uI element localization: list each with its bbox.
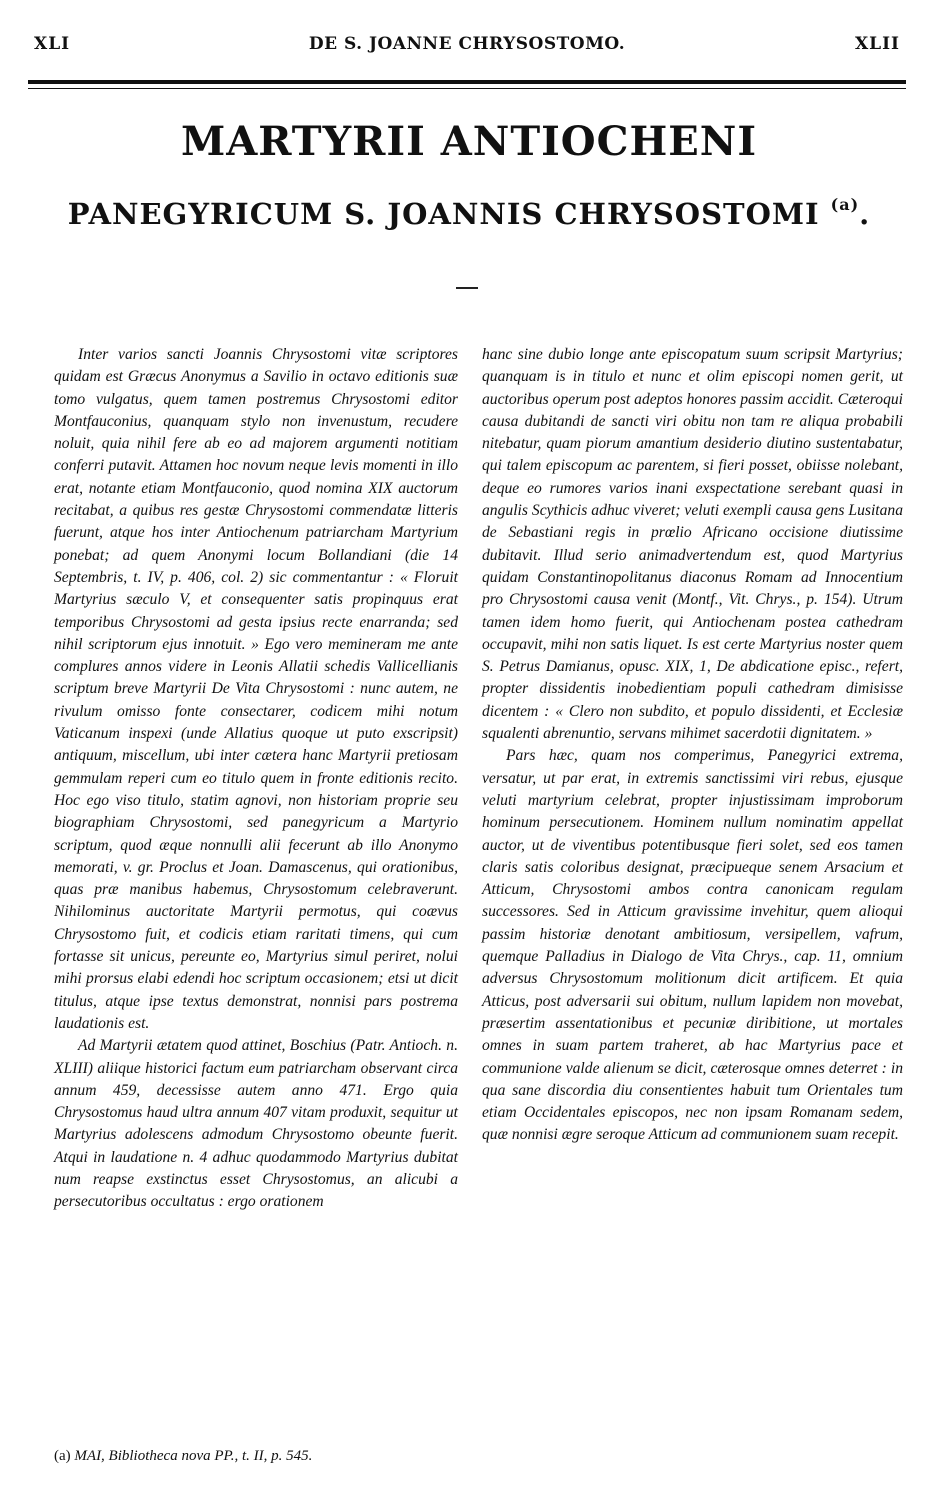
footnote-reference[interactable]: (a) bbox=[830, 195, 860, 214]
right-column bbox=[482, 344, 903, 1147]
footnote-mark: (a) bbox=[54, 1448, 71, 1464]
title-separator bbox=[456, 287, 478, 289]
sub-title-text: PANEGYRICUM S. JOANNIS CHRYSOSTOMI bbox=[67, 197, 820, 231]
header-rule-thick bbox=[28, 80, 906, 84]
running-header bbox=[28, 30, 906, 60]
paragraph: Pars hæc, quam nos comperimus, Panegyrici extrema, versatur, ut par erat, in extremis sanctissimi viri rebus, ejusque veluti martyrium celebrat, propter injustissimam improborum hominum persecutionem. Hominem nullum nominatim appellat auctor, ut de viventibus potentibusque fieri solet, sed eos tamen claris satis coloribus designat, præcipueque senem Arsacium et Atticum, Chrysostomi ambos contra canonicam regulam successores. Sed in Atticum gravissime invehitur, quem alioqui passim historiæ denotant ambitiosum, versipellem, vafrum, quemque Palladius in Dialogo de Vita Chrys., cap. 11, omnium adversus Chrysostomum molitionum dicit artificem. Et quia Atticus, post adversarii sui obitum, nullum lapidem non movebat, præsertim assentationibus et pecuniæ diribitione, ut mortales omnes in suam partem traheret, ab hac Martyrius pace et communione valde alienum se dicit, cæterosque omnes deterret : in qua sane discordia diu consentientes habuit tum Orientales tum etiam Occidentales episcopos, nec non ipsam Romanam sedem, quæ nonnisi ægre seroque Atticum ad communionem suam recepit. bbox=[482, 747, 903, 1144]
left-column bbox=[54, 344, 458, 1214]
running-title: DE S. JOANNE CHRYSOSTOMO. bbox=[308, 34, 626, 54]
sub-title bbox=[0, 197, 938, 231]
page-number-left: XLI bbox=[34, 34, 71, 54]
footnote-text: MAI, Bibliotheca nova PP., t. II, p. 545. bbox=[74, 1448, 313, 1464]
paragraph: hanc sine dubio longe ante episcopatum suum scripsit Martyrius; quanquam is in titulo et nunc et olim episcopi nomen gerit, ut auctoribus operum post adeptos honores passim accidit. Cæteroqui causa dubitandi de sancti viri obitu non tam re aliqua probabili nitebatur, quam piorum amantium desiderio diutino sustentabatur, qui talem episcopum ac parentem, si fieri posset, obiisse nolebant, deque eo rumores varios inani exspectatione serebant quasi in angulis Scythicis adhuc viveret; veluti exempli causa gens Lusitana de Sebastiani regis in prœlio Africano occisione diutissime dubitavit. Illud serio animadvertendum est, quod Martyrius quidam Constantinopolitanus diaconus Romam ad Innocentium pro Chrysostomi causa venit (Montf., Vit. Chrys., p. 154). Utrum tamen idem homo fuerit, qui Antiochenam postea cathedram occupavit, mihi non satis liquet. Is est certe Martyrius noster quem S. Petrus Damianus, opusc. XIX, 1, De abdicatione episc., refert, propter dissidentis inobedientiam populi cathedram dimisisse dicentem : « Clero non subdito, et populo dissidenti, et Ecclesiæ squalenti abrenuntio, servans mihimet sacerdotii dignitatem. » bbox=[482, 346, 903, 743]
header-rule-thin bbox=[28, 88, 906, 89]
sub-title-period: . bbox=[859, 197, 871, 231]
paragraph: Ad Martyrii ætatem quod attinet, Boschius (Patr. Antioch. n. XLIII) aliique historici factum eum patriarcham observant circa annum 459, decessisse autem anno 471. Ergo quia Chrysostomus haud ultra annum 407 vitam produxit, sequitur ut Martyrius adolescens admodum Chrysostomo obeunte fuerit. Atqui in laudatione n. 4 adhuc quodammodo Martyrius dubitat num reapse exstinctus esset Chrysostomus, an alicubi a persecutoribus occultatus : ergo orationem bbox=[54, 1037, 458, 1211]
footnote bbox=[54, 1448, 312, 1465]
main-title: MARTYRII ANTIOCHENI bbox=[180, 118, 758, 165]
page-number-right: XLII bbox=[854, 34, 900, 54]
paragraph: Inter varios sancti Joannis Chrysostomi vitæ scriptores quidam est Græcus Anonymus a Savilio in octavo editionis suæ tomo vulgatus, quem tamen postremus Chrysostomi editor Montfauconius, quanquam stylo non invenustum, recudere noluit, quia nihil fere ab eo ad majorem argumenti notitiam conferri putavit. Attamen hoc novum neque levis momenti in illo erat, notante etiam Montfauconio, quod nomina XIX auctorum recitabat, a quibus res gestæ Chrysostomi commendatæ litteris fuerunt, atque hos inter Antiochenum patriarcham Martyrium ponebat; ad quem Anonymi locum Bollandiani (die 14 Septembris, t. IV, p. 406, col. 2) sic commentantur : « Floruit Martyrius sæculo V, et consequenter satis propinquus erat temporibus Chrysostomi ad gesta ipsius recte enarranda; sed nihil scriptorum ejus innotuit. » Ego vero memineram me ante complures annos videre in Leonis Allatii schedis Vallicellianis scriptum breve Martyrii De Vita Chrysostomi : nunc autem, ne rivulum omisso fonte consectarer, codicem mihi notum Vaticanum inspexi (unde Allatius quoque ut puto exscripsit) antiquum, miscellum, ubi inter cætera hanc Martyrii pretiosam gemmulam reperi cum eo titulo quem in fronte editionis recito. Hoc ego viso titulo, statim agnovi, non historiam proprie seu biographiam Chrysostomi, sed panegyricum a Martyrio scriptum, quod æque nonnulli alii fecerunt ab illo Anonymo memorati, v. gr. Proclus et Joan. Damascenus, qui orationibus, quas præ manibus habemus, Chrysostomum celebraverunt. Nihilominus auctoritate Martyrii permotus, qui coævus Chrysostomo fuit, et codicis etiam raritati timens, qui cum fortasse sit unicus, pereunte eo, Martyrius simul periret, nolui mihi prorsus elabi edendi hoc scriptum occasionem; etsi ut dicit titulus, atque ipse textus demonstrat, nonnisi pars postrema laudationis est. bbox=[54, 346, 458, 1032]
